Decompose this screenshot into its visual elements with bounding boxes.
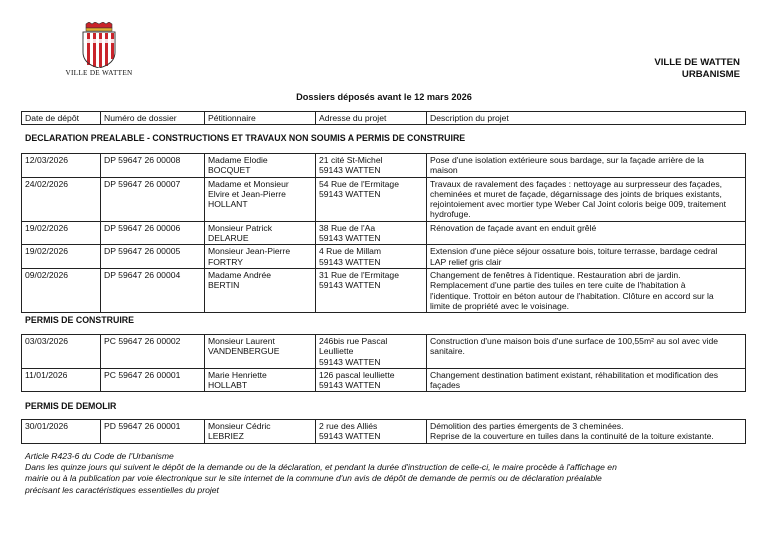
cell-date: 03/03/2026 <box>22 335 101 369</box>
cell-date: 24/02/2026 <box>22 177 101 221</box>
cell-address: 21 cité St-Michel 59143 WATTEN <box>316 154 427 178</box>
cell-petitioner: Madame Andrée BERTIN <box>205 268 316 312</box>
records-table-dp <box>21 153 746 313</box>
cell-description: Extension d'une pièce séjour ossature bois, toiture terrasse, bardage cedral LAP relief gris clair <box>427 245 746 269</box>
table-row <box>22 368 746 392</box>
coat-of-arms <box>64 22 134 77</box>
cell-number: PD 59647 26 00001 <box>101 420 205 444</box>
cell-description: Démolition des parties émergents de 3 cheminées. Reprise de la couverture en tuiles dans la continuité de la toiture existante. <box>427 420 746 444</box>
column-header: Numéro de dossier <box>101 112 205 125</box>
table-row <box>22 154 746 178</box>
cell-address: 31 Rue de l'Ermitage 59143 WATTEN <box>316 268 427 312</box>
cell-petitioner: Monsieur Patrick DELARUE <box>205 221 316 245</box>
cell-description: Changement destination batiment existant, réhabilitation et modification des façades <box>427 368 746 392</box>
cell-address: 246bis rue Pascal Leulliette 59143 WATTEN <box>316 335 427 369</box>
cell-petitioner: Madame et Monsieur Elvire et Jean-Pierre HOLLANT <box>205 177 316 221</box>
document-title: Dossiers déposés avant le 12 mars 2026 <box>296 92 472 102</box>
organization-name <box>654 57 740 81</box>
section-title: PERMIS DE DEMOLIR <box>25 401 117 411</box>
cell-number: DP 59647 26 00004 <box>101 268 205 312</box>
cell-description: Changement de fenêtres à l'identique. Restauration abri de jardin. Remplacement d'une partie des tuiles en tere cuite de l'habitation à l'identique. Trottoir en béton autour de l'habitation. Clôture en accord sur la limite de propriété avec le voisinage. <box>427 268 746 312</box>
column-header: Adresse du projet <box>316 112 427 125</box>
cell-date: 12/03/2026 <box>22 154 101 178</box>
note-line: Article R423-6 du Code de l'Urbanisme <box>25 451 174 461</box>
records-table-pc <box>21 334 746 392</box>
cell-date: 19/02/2026 <box>22 245 101 269</box>
cell-address: 54 Rue de l'Ermitage 59143 WATTEN <box>316 177 427 221</box>
cell-address: 126 pascal leulliette 59143 WATTEN <box>316 368 427 392</box>
note-line: mairie ou à la publication par voie électronique sur le site internet de la commune d'un avis de dépôt de demande de permis ou de déclaration préalable <box>25 473 602 484</box>
cell-petitioner: Monsieur Laurent VANDENBERGUE <box>205 335 316 369</box>
column-header: Description du projet <box>427 112 746 125</box>
cell-date: 09/02/2026 <box>22 268 101 312</box>
note-line: précisant les caractéristiques essentielles du projet <box>25 484 219 495</box>
note-line: Dans les quinze jours qui suivent le dépôt de la demande ou de la déclaration, et pendant la durée d'instruction de celle-ci, le maire procède à l'affichage en <box>25 462 617 473</box>
cell-date: 19/02/2026 <box>22 221 101 245</box>
column-header: Pétitionnaire <box>205 112 316 125</box>
cell-address: 4 Rue de Millam 59143 WATTEN <box>316 245 427 269</box>
cell-number: DP 59647 26 00005 <box>101 245 205 269</box>
column-header: Date de dépôt <box>22 112 101 125</box>
org-department: URBANISME <box>681 69 740 80</box>
section-title: DECLARATION PREALABLE - CONSTRUCTIONS ET TRAVAUX NON SOUMIS A PERMIS DE CONSTRUIRE <box>25 133 466 143</box>
table-row <box>22 245 746 269</box>
org-city: VILLE DE WATTEN <box>654 57 740 68</box>
cell-number: PC 59647 26 00002 <box>101 335 205 369</box>
table-row <box>22 420 746 444</box>
cell-petitioner: Monsieur Cédric LEBRIEZ <box>205 420 316 444</box>
cell-petitioner: Marie Henriette HOLLABT <box>205 368 316 392</box>
cell-description: Rénovation de façade avant en enduit grêlé <box>427 221 746 245</box>
coat-of-arms-icon <box>80 22 118 68</box>
cell-address: 2 rue des Alliés 59143 WATTEN <box>316 420 427 444</box>
cell-number: DP 59647 26 00007 <box>101 177 205 221</box>
cell-date: 30/01/2026 <box>22 420 101 444</box>
logo-text: VILLE DE WATTEN <box>65 69 133 77</box>
cell-address: 38 Rue de l'Aa 59143 WATTEN <box>316 221 427 245</box>
records-table-pd <box>21 419 746 444</box>
cell-petitioner: Monsieur Jean-Pierre FORTRY <box>205 245 316 269</box>
table-row <box>22 268 746 312</box>
cell-number: DP 59647 26 00006 <box>101 221 205 245</box>
cell-date: 11/01/2026 <box>22 368 101 392</box>
cell-description: Travaux de ravalement des façades : nettoyage au surpresseur des façades, cheminées et muret de façade, dégarnissage des joints de briques existants, rejointoiement avec mortier type Weber Cal Joint coloris beige 009, traitement hydrofuge. <box>427 177 746 221</box>
cell-description: Construction d'une maison bois d'une surface de 100,55m² au sol avec vide sanitaire. <box>427 335 746 369</box>
table-row <box>22 177 746 221</box>
table-row <box>22 335 746 369</box>
cell-petitioner: Madame Elodie BOCQUET <box>205 154 316 178</box>
cell-description: Pose d'une isolation extérieure sous bardage, sur la façade arrière de la maison <box>427 154 746 178</box>
section-title: PERMIS DE CONSTRUIRE <box>25 315 134 325</box>
cell-number: DP 59647 26 00008 <box>101 154 205 178</box>
legal-note <box>25 451 675 496</box>
column-header-table <box>21 111 746 125</box>
cell-number: PC 59647 26 00001 <box>101 368 205 392</box>
table-row <box>22 221 746 245</box>
